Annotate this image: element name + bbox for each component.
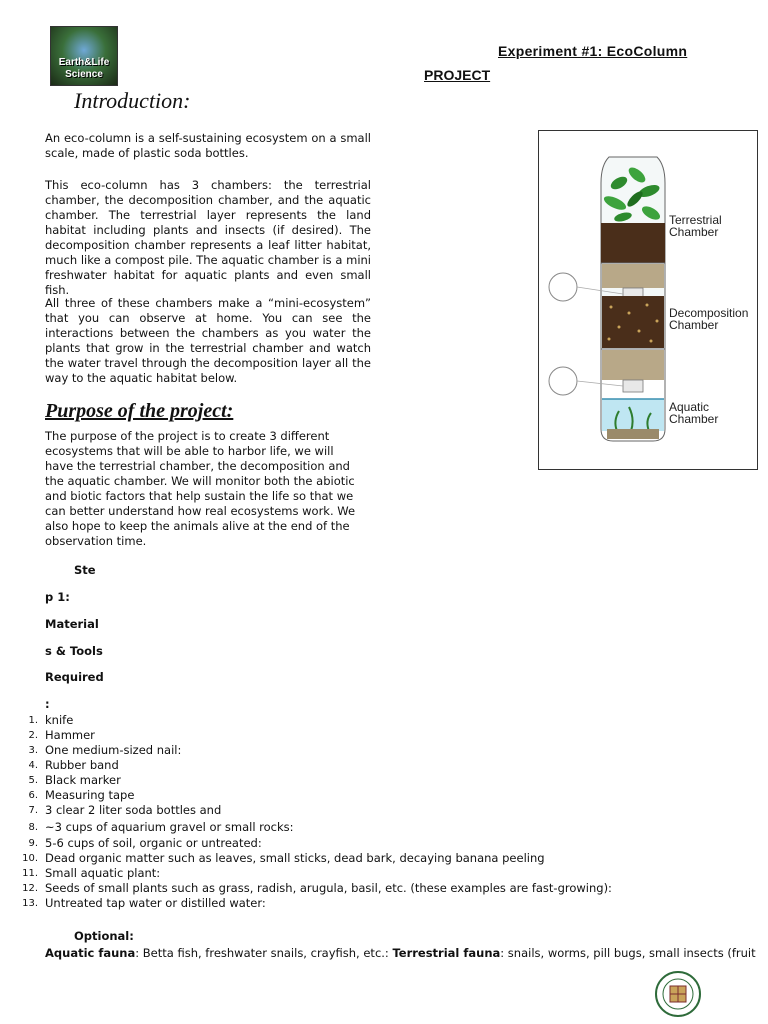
list-item [10,866,710,881]
aquatic-gravel [607,429,659,439]
document-subtitle: PROJECT [424,67,491,83]
terrestrial-fauna-text: : snails, worms, pill bugs, small insects (fruit [500,946,756,960]
ecocolumn-figure [538,130,758,470]
list-item-text: Small aquatic plant: [45,866,161,880]
list-item-text: knife [45,713,74,727]
list-item [10,881,710,896]
label-decomposition-line1: Decomposition [669,306,749,320]
list-item-text: One medium-sized nail: [45,743,182,757]
intro-paragraph-3: All three of these chambers make a “mini-ecosystem” that you can observe at home. You can see the interactions between the chambers as you water the plants that grow in the terrestrial chamber and watch the water travel through the decomposition layer all the way to the aquatic habitat below. [45,296,371,385]
list-item [10,743,710,758]
list-item-text: 3 clear 2 liter soda bottles and [45,803,222,817]
logo-text-line2: Science [65,69,103,80]
bottle-neck-cap-2 [623,380,643,392]
list-item [10,758,710,773]
list-item-text: Seeds of small plants such as grass, radish, arugula, basil, etc. (these examples are fast-growing): [45,881,612,895]
list-item [10,728,710,743]
materials-list [10,713,710,911]
list-item-text: Measuring tape [45,788,135,802]
school-seal-logo [650,970,706,1018]
list-item-text: ~3 cups of aquarium gravel or small rocks: [45,820,294,834]
list-item-text: Dead organic matter such as leaves, small sticks, dead bark, decaying banana peeling [45,851,545,865]
step1-heading-line-3: Material [45,617,99,631]
terrestrial-soil [601,223,665,263]
ecocolumn-illustration [539,131,757,469]
step1-heading-line-4: s & Tools [45,644,103,658]
gravel-layer-2 [602,350,664,380]
label-aquatic-line1: Aquatic [669,400,710,414]
logo-text-line1: Earth&Life [58,57,110,68]
label-terrestrial-line2: Chamber [669,225,719,239]
intro-paragraph-2: This eco-column has 3 chambers: the terrestrial chamber, the decomposition chamber, and the aquatic chamber. The terrestrial layer represents the land habitat including plants and insects (if desired). The decomposition chamber represents a leaf litter habitat, much like a compost pile. The aquatic chamber is a mini freshwater habitat for aquatic plants and even small fish. [45,178,371,297]
list-item-number: 13. [22,898,38,909]
aquatic-fauna-text: : Betta fish, freshwater snails, crayfish, etc.: [135,946,393,960]
list-item [10,851,710,866]
list-item [10,803,710,820]
list-item-number: 11. [22,868,38,879]
magnified-detail-1 [549,273,577,301]
terrestrial-fauna-label: Terrestrial fauna [392,946,501,960]
optional-fauna-line [45,946,756,960]
intro-paragraph-1: An eco-column is a self-sustaining ecosystem on a small scale, made of plastic soda bottles. [45,131,371,160]
step1-heading-line-5: Required [45,670,104,684]
list-item-number: 9. [28,838,38,849]
introduction-heading: Introduction: [74,88,191,113]
document-title: Experiment #1: EcoColumn [498,43,688,59]
list-item [10,773,710,788]
list-item-text: Black marker [45,773,121,787]
list-item-number: 10. [22,853,38,864]
list-item-number: 12. [22,883,38,894]
list-item-text: Untreated tap water or distilled water: [45,896,266,910]
step1-heading-line-2: p 1: [45,590,70,604]
list-item [10,713,710,728]
list-item [10,836,710,851]
label-aquatic-line2: Chamber [669,412,719,426]
list-item-number: 6. [28,790,38,801]
list-item-number: 7. [28,805,38,816]
list-item-number: 5. [28,775,38,786]
decomposition-layer [602,296,664,348]
optional-heading: Optional: [74,929,134,943]
magnified-detail-2 [549,367,577,395]
label-decomposition-line2: Chamber [669,318,719,332]
list-item [10,820,710,836]
list-item-number: 3. [28,745,38,756]
list-item-number: 2. [28,730,38,741]
gravel-layer [602,264,664,288]
list-item-number: 1. [28,715,38,726]
list-item-number: 4. [28,760,38,771]
list-item-number: 8. [28,822,38,833]
label-terrestrial-line1: Terrestrial [669,213,722,227]
purpose-heading: Purpose of the project: [45,400,234,422]
earth-life-science-logo [50,26,118,86]
list-item-text: 5-6 cups of soil, organic or untreated: [45,836,262,850]
list-item-text: Rubber band [45,758,119,772]
step1-heading-line-6: : [45,697,50,711]
list-item [10,896,710,911]
step1-heading-line-1: Ste [74,563,96,577]
purpose-paragraph: The purpose of the project is to create 3 different ecosystems that will be able to harbor life, we will have the terrestrial chamber, the decomposition and the aquatic chamber. We will monitor both the abiotic and biotic factors that help sustain the life so that we can better understand how real ecosystems work. We also hope to keep the animals alive at the end of the observation time. [45,429,356,548]
list-item-text: Hammer [45,728,95,742]
list-item [10,788,710,803]
aquatic-fauna-label: Aquatic fauna [45,946,136,960]
